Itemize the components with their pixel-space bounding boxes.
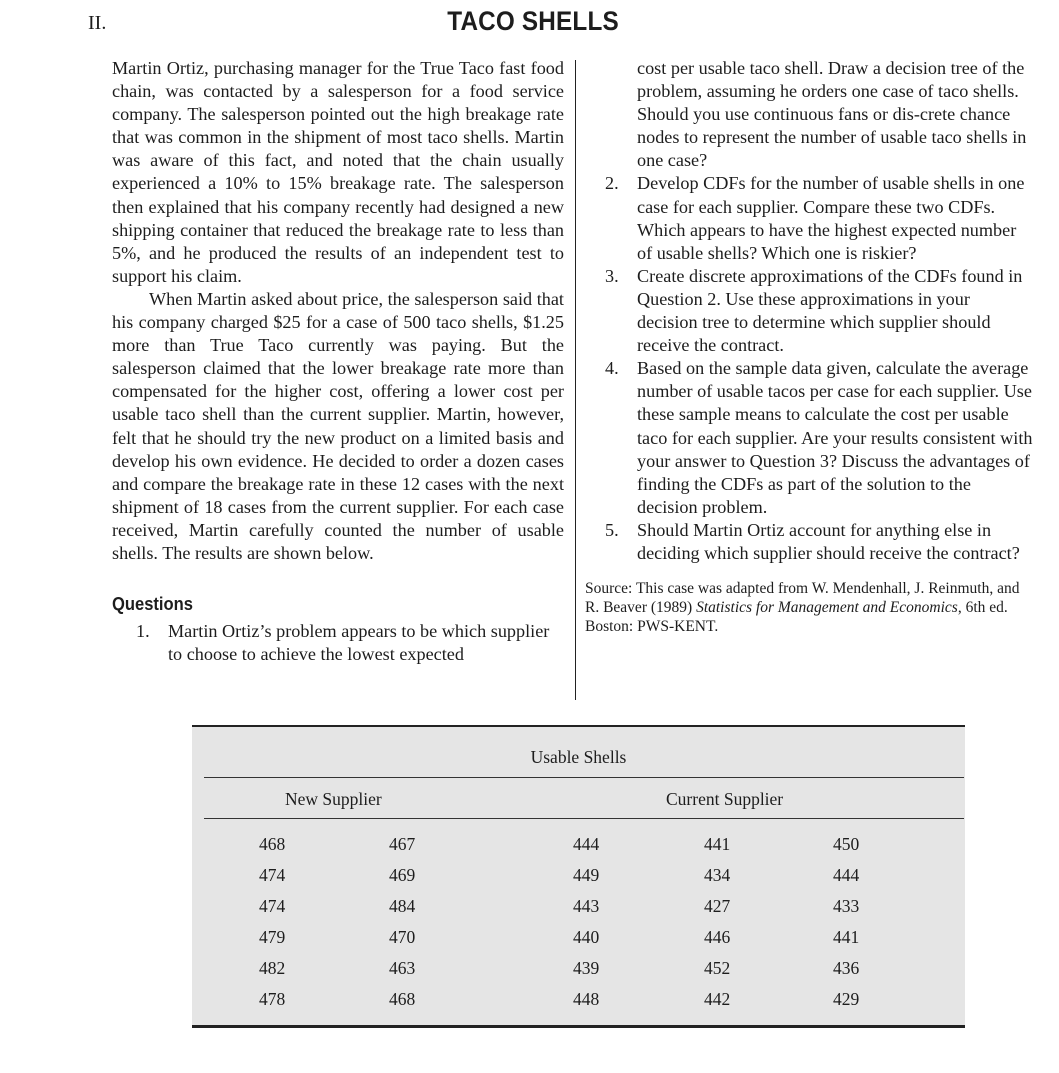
table-cell: 443 — [573, 896, 600, 916]
question-text: Based on the sample data given, calculate the average number of usable tacos per case for each supplier. Use these sample means to calculate the cost per usable taco for each supplier. Are your results consistent with your answer to Question 3? Discuss the advantages of finding the CDFs as part of the solution to the decision problem. — [637, 358, 1033, 517]
case-paragraph-2: When Martin asked about price, the salesperson said that his company charged $25 for a case of 500 taco shells, $1.25 more than True Taco currently was paying. But the salesperson claimed that the lower breakage rate more than compensated for the higher cost, offering a lower cost per usable taco shell than the current supplier. Martin, however, felt that he should try the new product on a limited basis and develop his own evidence. He decided to order a dozen cases and compare the breakage rate in these 12 cases with the next shipment of 18 cases from the current supplier. For each case received, Martin carefully counted the number of usable shells. The results are shown below. — [112, 288, 564, 563]
left-column — [112, 57, 564, 666]
case-paragraph-1: Martin Ortiz, purchasing manager for the True Taco fast food chain, was contacted by a salesperson for a food service company. The salesperson pointed out the high breakage rate that was common in the shipment of most taco shells. Martin was aware of this fact, and noted that the chain usually experienced a 10% to 15% breakage rate. The salesperson then explained that his company recently had designed a new shipping container that reduced the breakage rate to less than 5%, and he produced the results of an independent test to support his claim. — [112, 58, 564, 286]
table-cell: 433 — [833, 896, 860, 916]
source-suffix: , 6th ed. Boston: PWS-KENT. — [585, 599, 1008, 636]
table-caption: Usable Shells — [530, 747, 627, 767]
header-rule — [204, 818, 964, 819]
table-cell: 429 — [833, 989, 860, 1009]
table-cell: 441 — [833, 927, 860, 947]
table-cell: 452 — [704, 958, 731, 978]
table-cell: 442 — [704, 989, 731, 1009]
source-book-title: Statistics for Management and Economics — [696, 599, 958, 617]
question-1-continued — [605, 57, 1035, 172]
table-cell: 469 — [389, 865, 416, 885]
question-text: Create discrete approximations of the CDFs found in Question 2. Use these approximations in your decision tree to determine which supplier should receive the contract. — [637, 265, 1023, 356]
table-cell: 434 — [704, 865, 731, 885]
table-cell: 479 — [259, 927, 286, 947]
page-title: TACO SHELLS — [447, 6, 619, 36]
question-text: Should Martin Ortiz account for anything else in deciding which supplier should receive the contract? — [637, 519, 1020, 563]
new-supplier-header: New Supplier — [285, 789, 382, 809]
table-cell: 478 — [259, 989, 286, 1009]
table-cell: 440 — [573, 927, 600, 947]
current-supplier-header: Current Supplier — [666, 789, 784, 809]
source-citation — [585, 579, 1035, 636]
question-item — [605, 265, 1035, 357]
table-cell: 450 — [833, 834, 860, 854]
table-cell: 463 — [389, 958, 416, 978]
question-1-text-b: cost per usable taco shell. Draw a decision tree of the problem, assuming he orders one case of taco shells. Should you use continuous fans or dis-crete chance nodes to represent the number of usable taco shells in one case? — [637, 58, 1027, 171]
table-cell: 448 — [573, 989, 600, 1009]
right-column — [585, 57, 1035, 636]
source-prefix: Source: This case was adapted from W. Mendenhall, J. Reinmuth, and R. Beaver (1989) — [585, 580, 1020, 617]
question-item — [605, 357, 1035, 519]
question-text: Develop CDFs for the number of usable shells in one case for each supplier. Compare these two CDFs. Which appears to have the highest expected number of usable shells? Which one is riskier? — [637, 173, 1025, 263]
questions-list — [605, 57, 1035, 565]
table-cell: 444 — [573, 834, 600, 854]
table-cell: 482 — [259, 958, 286, 978]
question-number: 2. — [605, 173, 619, 194]
table-cell: 441 — [704, 834, 731, 854]
table-cell: 474 — [259, 896, 286, 916]
table-cell: 468 — [259, 834, 286, 854]
question-item — [605, 172, 1035, 264]
table-cell: 427 — [704, 896, 731, 916]
table-cell: 444 — [833, 865, 860, 885]
question-1-start — [136, 620, 564, 666]
table-cell: 470 — [389, 927, 416, 947]
question-item — [605, 519, 1035, 565]
question-1-number: 1. — [136, 621, 150, 642]
table-cell: 468 — [389, 989, 416, 1009]
table-cell: 436 — [833, 958, 860, 978]
table-cell: 484 — [389, 896, 416, 916]
question-number: 3. — [605, 265, 619, 286]
question-1-text-a: Martin Ortiz’s problem appears to be which supplier to choose to achieve the lowest expected — [168, 621, 550, 665]
usable-shells-table — [192, 725, 965, 1028]
questions-heading: Questions — [112, 594, 193, 615]
table-cell: 474 — [259, 865, 286, 885]
section-number: II. — [88, 12, 107, 34]
table-cell: 467 — [389, 834, 416, 854]
question-number: 5. — [605, 519, 619, 540]
caption-rule — [204, 777, 964, 778]
question-number: 4. — [605, 358, 619, 379]
table-cell: 446 — [704, 927, 731, 947]
table-cell: 439 — [573, 958, 600, 978]
table-cell: 449 — [573, 865, 600, 885]
column-divider — [575, 60, 576, 700]
